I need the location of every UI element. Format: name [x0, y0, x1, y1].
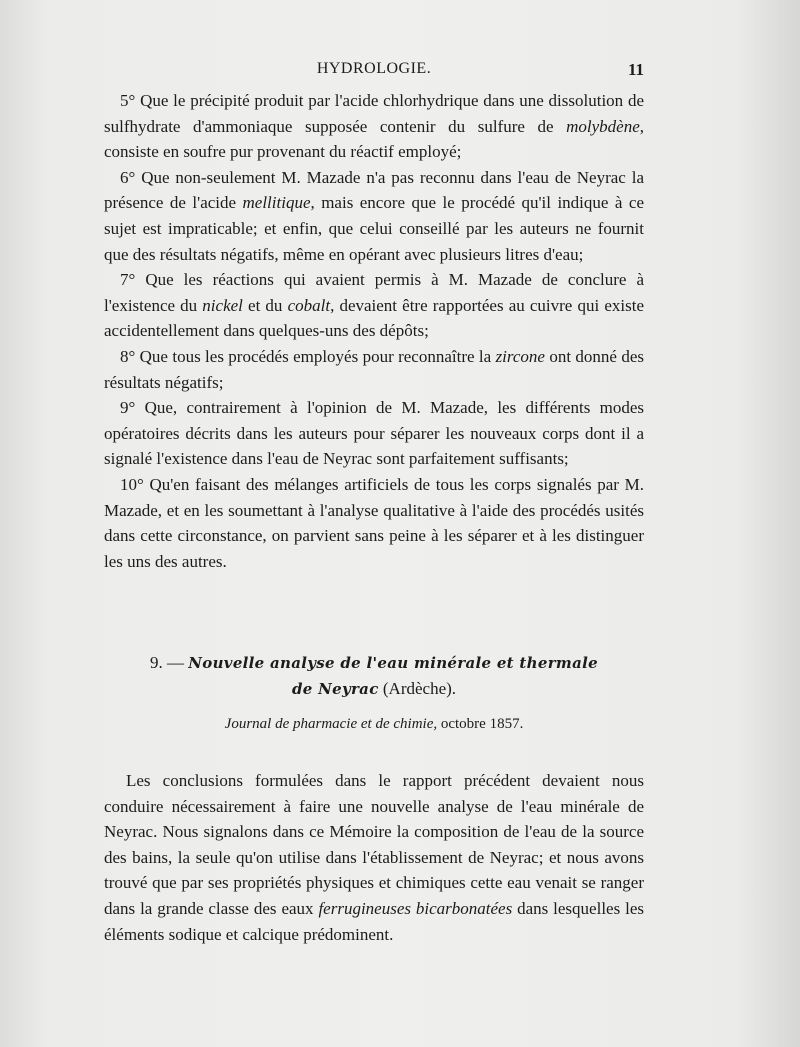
- section-heading: [104, 650, 644, 702]
- italic-term: molybdène: [566, 116, 640, 136]
- section-title-part-2: de Neyrac: [291, 680, 379, 698]
- section-title-part-1: Nouvelle analyse de l'eau minérale et thermale: [188, 654, 598, 672]
- running-head: HYDROLOGIE.: [316, 60, 432, 77]
- text-run: , devaient être rapportées au cuivre qui existe accidentellement dans quelques-uns des dépôts;: [104, 295, 644, 341]
- italic-term: zircone: [495, 346, 545, 366]
- source-citation: [104, 716, 644, 733]
- list-item: [104, 88, 644, 165]
- text-run: , consiste en soufre pur provenant du réactif employé;: [104, 116, 644, 162]
- list-item: [104, 395, 644, 472]
- text-run: 8° Que tous les procédés employés pour reconnaître la: [120, 346, 496, 366]
- text-run: et du: [242, 295, 288, 315]
- section-region: (Ardèche).: [382, 679, 457, 698]
- text-run: 5° Que le précipité produit par l'acide chlorhydrique dans une dissolution de sulfhydrate d'ammoniaque supposée contenir du sulfure de: [104, 91, 644, 136]
- list-item: [104, 472, 644, 574]
- text-run: ont donné des résultats négatifs;: [104, 346, 645, 392]
- text-run: , mais encore que le procédé qu'il indique à ce sujet est impraticable; et enfin, que celui conseillé par les auteurs ne fournit que des résultats négatifs, même en opérant avec plusieurs litres d'eau;: [104, 193, 644, 264]
- text-run: 10° Qu'en faisant des mélanges artificiels de tous les corps signalés par M. Mazade, et en les soumettant à l'analyse qualitative à l'aide des procédés usités dans cette circonstance, on parvient sans peine à les séparer et à les distinguer les uns des autres.: [104, 474, 644, 571]
- section-number: 9. —: [150, 653, 185, 672]
- source-journal: Journal de pharmacie et de chimie,: [224, 716, 438, 732]
- italic-term: nickel: [202, 295, 243, 315]
- italic-term: cobalt: [287, 295, 331, 315]
- text-run: dans lesquelles les éléments sodique et calcique prédominent.: [104, 898, 644, 944]
- conclusions-list: [104, 88, 644, 574]
- text-run: 6° Que non-seulement M. Mazade n'a pas reconnu dans l'eau de Neyrac la présence de l'acide: [104, 167, 644, 213]
- section-heading-line-2: [104, 676, 644, 702]
- list-item: [104, 165, 644, 267]
- text-run: 9° Que, contrairement à l'opinion de M. Mazade, les différents modes opératoires décrits dans les auteurs pour séparer les nouveaux corps dont il a signalé l'existence dans l'eau de Neyrac sont parfaitement suffisants;: [104, 398, 644, 469]
- section-body: [104, 768, 644, 947]
- list-item: [104, 344, 644, 395]
- section-heading-line-1: [104, 650, 644, 676]
- page-header: [104, 60, 644, 84]
- page-number: 11: [627, 60, 644, 79]
- body-paragraph: [104, 768, 644, 947]
- source-date: octobre 1857.: [440, 716, 524, 732]
- text-run: Les conclusions formulées dans le rapport précédent devaient nous conduire nécessairement à faire une nouvelle analyse de l'eau minérale de Neyrac. Nous signalons dans ce Mémoire la composition de l'eau de la source des bains, la seule qu'on utilise dans l'établissement de Neyrac; et nous avons trouvé que par ses propriétés physiques et chimiques cette eau venait se ranger dans la grande classe des eaux: [104, 771, 644, 918]
- italic-term: ferrugineuses bicarbonatées: [318, 898, 513, 918]
- text-run: 7° Que les réactions qui avaient permis à M. Mazade de conclure à l'existence du: [104, 270, 644, 315]
- list-item: [104, 267, 644, 344]
- italic-term: mellitique: [242, 193, 311, 213]
